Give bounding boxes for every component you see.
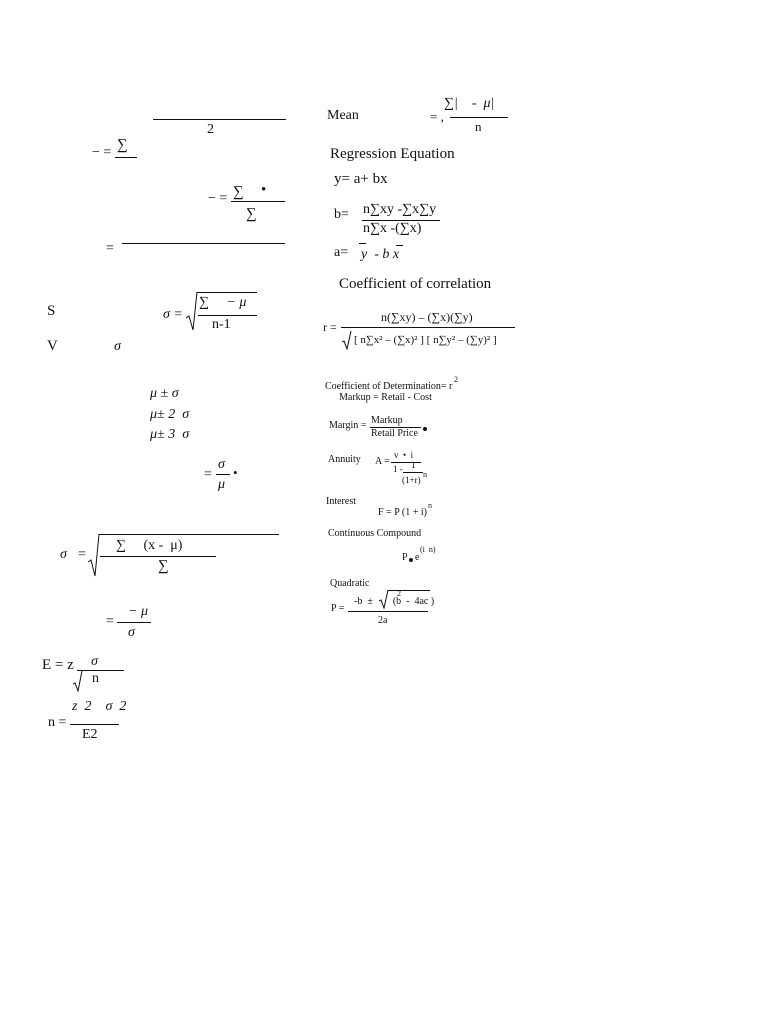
b-numerator: n∑xy -∑x∑y: [363, 202, 437, 217]
ybar-overline: [359, 243, 366, 244]
lhs: = ,: [430, 109, 444, 124]
xbar-overline: [396, 245, 403, 246]
radical-bar: [99, 534, 279, 535]
p: P: [402, 552, 408, 563]
line-3: μ± 3 σ: [150, 427, 190, 442]
bullet: •: [233, 465, 238, 480]
fraction-bar: [70, 724, 119, 725]
numerator: ∑: [117, 137, 128, 153]
radical-icon: [342, 330, 352, 350]
numerator: z 2 σ 2: [72, 699, 127, 714]
formula: F = P (1 + i): [378, 507, 427, 518]
denominator: 2: [207, 122, 214, 137]
fraction-bar: [117, 622, 151, 623]
lhs: − =: [92, 145, 112, 160]
heading: Regression Equation: [330, 146, 455, 162]
radical-icon: [88, 534, 100, 578]
numerator-sigma: ∑: [233, 184, 244, 200]
a-lhs: a=: [334, 245, 349, 260]
inner-fraction-bar: [403, 472, 423, 473]
numerator: ∑ − μ: [199, 295, 247, 310]
numerator: -b ± (b - 4ac ): [354, 596, 435, 607]
r-numerator: n(∑xy) – (∑x)(∑y): [381, 310, 473, 324]
den-denominator: (1+r): [402, 475, 421, 485]
den-prefix: 1 -: [393, 464, 403, 474]
heading: Coefficient of correlation: [339, 276, 492, 292]
numerator: ∑ (x - μ): [116, 538, 183, 553]
fraction-bar: [198, 315, 257, 316]
numerator: σ: [218, 457, 225, 472]
denominator: E2: [82, 727, 98, 742]
label: Coefficient of Determination= r: [325, 381, 453, 392]
label: S: [47, 303, 56, 319]
b-lhs: b=: [334, 207, 349, 222]
denominator: n: [475, 119, 482, 134]
fraction-bar: [115, 157, 137, 158]
denominator: ∑: [246, 206, 257, 222]
fraction-bar: [231, 201, 285, 202]
denominator: ∑: [158, 558, 169, 574]
denominator: n-1: [212, 317, 231, 332]
lhs-eq: =: [78, 547, 86, 562]
fraction-bar: [341, 327, 515, 328]
b-denominator: n∑x -(∑x): [363, 221, 422, 236]
lhs: E = z: [42, 657, 74, 673]
fraction-bar: [77, 670, 124, 671]
radical-bar: [197, 292, 257, 293]
label: Interest: [326, 496, 356, 507]
numerator-bullet: •: [261, 182, 267, 198]
numerator: σ: [91, 654, 98, 669]
fraction-bar: [450, 117, 508, 118]
fraction-bar: [216, 474, 230, 475]
e: e: [415, 552, 420, 563]
denominator: Retail Price: [371, 428, 418, 439]
lhs: P =: [331, 603, 345, 614]
lhs: − =: [208, 191, 228, 206]
superscript: (i n): [420, 545, 436, 554]
fraction-bar: [100, 556, 216, 557]
equation: y= a+ bx: [334, 171, 388, 187]
r-lhs: r =: [323, 320, 337, 334]
radical-bar: [388, 590, 430, 591]
radical-icon: [73, 670, 83, 692]
lhs: =: [204, 467, 212, 482]
lhs: A =: [375, 456, 390, 467]
radical-icon: [379, 589, 389, 609]
numerator: − μ: [128, 604, 148, 619]
label: Continuous Compound: [328, 528, 422, 539]
lhs: =: [106, 614, 114, 629]
lhs: =: [106, 241, 114, 256]
numerator: v • i: [394, 450, 414, 460]
a-rhs: y - b x: [361, 247, 400, 262]
label: Quadratic: [330, 578, 370, 589]
numerator: Markup: [371, 415, 403, 426]
den-numerator: 1: [411, 460, 416, 470]
lhs: Margin =: [329, 420, 367, 431]
fraction-bar: [153, 119, 286, 120]
label: Mean: [327, 108, 359, 123]
lhs: σ =: [163, 307, 183, 322]
label: V: [47, 338, 58, 354]
den-superscript: n: [423, 470, 427, 479]
numerator: ∑| - μ|: [444, 96, 495, 111]
bullet-icon: [409, 558, 413, 562]
bullet-icon: [423, 427, 427, 431]
fraction-bar: [391, 462, 421, 463]
radical-icon: [186, 292, 198, 332]
line-1: μ ± σ: [150, 386, 179, 401]
lhs: n =: [48, 715, 67, 730]
markup: Markup = Retail - Cost: [339, 392, 432, 403]
denominator: μ: [218, 477, 226, 492]
sigma: σ: [114, 339, 121, 354]
fraction-bar: [122, 243, 285, 244]
r-denominator: [ n∑x² – (∑x)² ] [ n∑y² – (∑y)² ]: [354, 334, 497, 346]
denominator: σ: [128, 625, 135, 640]
numerator-superscript: 2: [397, 589, 401, 598]
superscript: n: [428, 501, 432, 510]
line-2: μ± 2 σ: [150, 407, 190, 422]
denominator: n: [92, 671, 99, 686]
superscript: 2: [454, 375, 458, 384]
label: Annuity: [328, 454, 361, 465]
denominator: 2a: [378, 615, 388, 626]
lhs-sigma: σ: [60, 547, 67, 562]
fraction-bar: [348, 611, 428, 612]
